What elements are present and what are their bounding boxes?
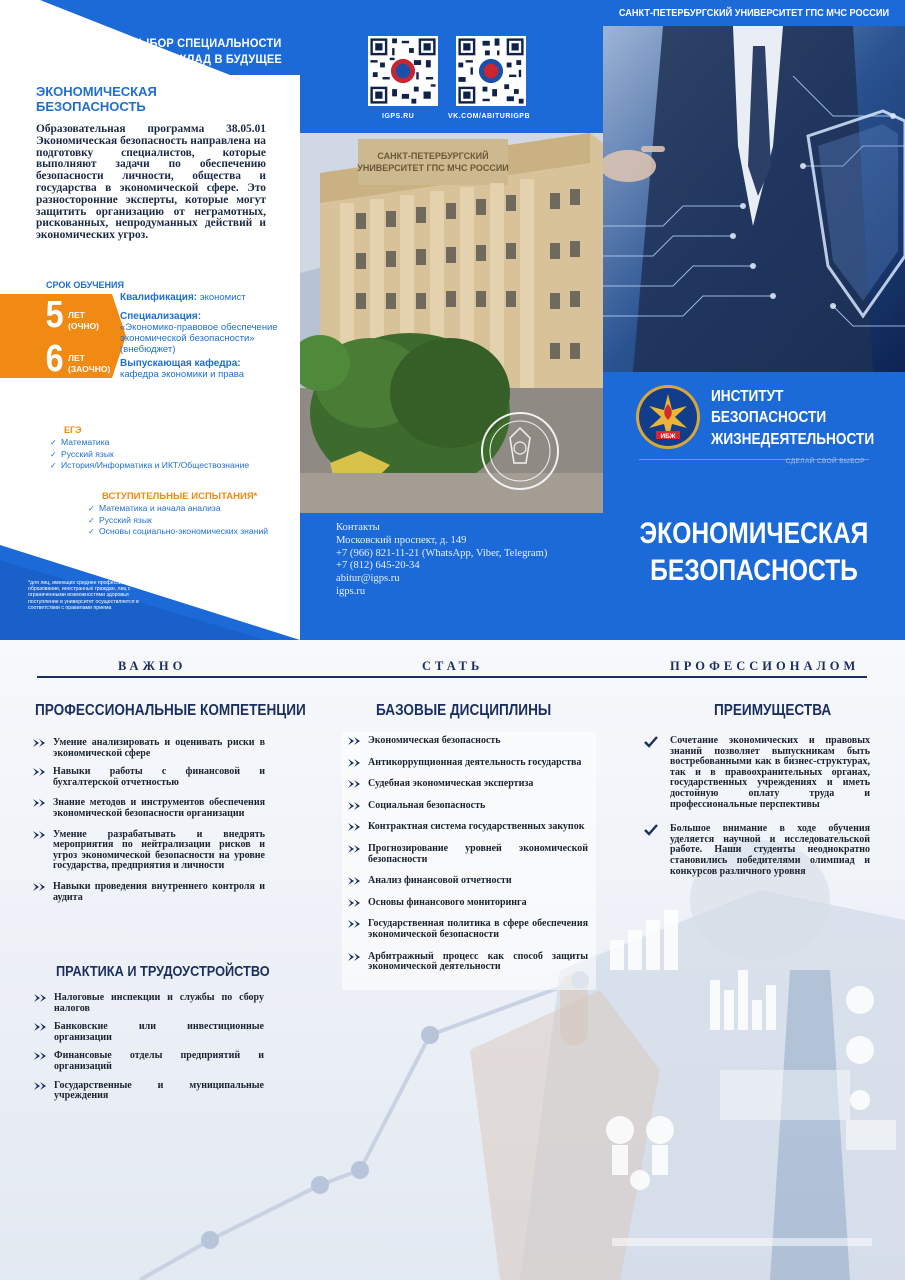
list-item: Государственные и муниципальные учреждения [34,1081,264,1102]
study-term-block [0,294,112,378]
tagline-1: ПРАВИЛЬНЫЙ ВЫБОР СПЕЦИАЛЬНОСТИ [45,36,282,50]
study-term-label: СРОК ОБУЧЕНИЯ [46,280,124,290]
list-item: Сочетание экономических и правовых знаний позволяет выпускникам быть востребованными как в бизнес-структурах, так и в правоохранительных органах, государственных учреждениях и иметь достойную оплату труда и профессиональные перспективы [644,736,870,810]
qr-vk-caption: VK.COM/ABITURIGPB [448,113,530,120]
check-icon: ✓ [50,449,57,459]
department-label: Выпускающая кафедра: [120,358,241,369]
cover-title-line-1: ЭКОНОМИЧЕСКАЯ [639,517,869,550]
motto-word-2: СТАТЬ [422,659,484,673]
department [120,358,295,380]
list-item: Умение разрабатывать и внедрять мероприятия по нейтрализации рисков и угроз экономической безопасности на уровне государства, предприятия и личности [33,830,265,872]
term-part-unit: ЛЕТ [68,353,85,363]
list-item: Прогнозирование уровней экономической безопасности [348,844,588,865]
double-chevron-icon [34,993,50,1003]
check-icon: ✓ [88,527,95,537]
list-item: Государственная политика в сфере обеспечения экономической безопасности [348,919,588,940]
contacts-title: Контакты [336,522,380,533]
list-item: Знание методов и инструментов обеспечения экономической безопасности организации [33,798,265,819]
contacts-phone-1[interactable]: +7 (966) 821-11-21 (WhatsApp, Viber, Telegram) [336,547,548,559]
practice-title: ПРАКТИКА И ТРУДОУСТРОЙСТВО [56,963,270,980]
footnote: *для лиц, имеющих среднее профессиональное образование, иностранных граждан, лиц с ограниченными возможностями здоровья поступление в университет осуществляется в соответствии с правилами приема [28,580,145,611]
list-item: Социальная безопасность [348,801,588,812]
svg-text:УНИВЕРСИТЕТ ГПС МЧС РОССИИ: УНИВЕРСИТЕТ ГПС МЧС РОССИИ [357,163,509,173]
list-item: ✓ Русский язык [50,448,114,459]
institute-line-1: ИНСТИТУТ [711,388,784,405]
qr-code-vk-icon[interactable] [456,36,526,106]
cyber-security-hero-image [603,26,905,372]
emblem-text: ИБЖ [660,433,676,440]
double-chevron-icon [348,736,364,746]
double-chevron-icon [33,767,49,777]
list-item: Контрактная система государственных закупок [348,822,588,833]
tagline-2: ТВОЙ ВКЛАД В БУДУЩЕЕ [136,52,282,66]
ege-list [50,437,249,472]
advantages-title: ПРЕИМУЩЕСТВА [714,702,832,719]
contacts-address: Московский проспект, д. 149 [336,534,467,546]
checkmark-icon [644,824,658,836]
motto-word-3: ПРОФЕССИОНАЛОМ [670,659,860,673]
double-chevron-icon [348,779,364,789]
qr-site-caption: IGPS.RU [382,113,415,120]
panel-contacts [300,0,603,640]
institute-line-2: БЕЗОПАСНОСТИ [711,409,827,426]
university-name: САНКТ-ПЕТЕРБУРГСКИЙ УНИВЕРСИТЕТ ГПС МЧС РОССИИ [618,8,890,19]
motto-underline [37,676,867,678]
list-item: Банковские или инвестиционные организации [34,1022,264,1043]
program-title: ЭКОНОМИЧЕСКАЯ БЕЗОПАСНОСТЬ [36,84,157,114]
double-chevron-icon [348,876,364,886]
double-chevron-icon [348,801,364,811]
disciplines-title: БАЗОВЫЕ ДИСЦИПЛИНЫ [376,702,552,719]
term-part-number: 6 [45,338,64,380]
contacts-email[interactable]: abitur@igps.ru [336,573,400,585]
check-icon: ✓ [88,515,95,525]
double-chevron-icon [348,844,364,854]
list-item: Большое внимание в ходе обучения уделяется научной и исследовательской работе. Наши студенты неоднократно становились победителями олимпиад и конкурсов различного уровня [644,824,870,877]
panel-program-info [0,0,300,640]
double-chevron-icon [34,1022,50,1032]
checkmark-icon [644,736,658,748]
list-item: Судебная экономическая экспертиза [348,779,588,790]
brochure-inside [0,640,905,1280]
list-item: ✓ История/Информатика и ИКТ/Обществознание [50,460,250,471]
svg-text:САНКТ-ПЕТЕРБУРГСКИЙ: САНКТ-ПЕТЕРБУРГСКИЙ [377,151,489,161]
qualification-label: Квалификация: [120,292,198,303]
specialization-label: Специализация: [120,311,202,322]
motto-word-1: ВАЖНО [118,659,187,673]
institute-slogan: СДЕЛАЙ СВОЙ ВЫБОР [785,458,865,465]
list-item: Умение анализировать и оценивать риски в экономической сфере [33,738,265,759]
list-item: ✓ Основы социально-экономических знаний [88,526,269,537]
list-item: ✓ Русский язык [88,514,152,525]
specialization [120,311,295,355]
list-item: Налоговые инспекции и службы по сбору налогов [34,993,264,1014]
term-full-unit: ЛЕТ [68,310,85,320]
list-item: Финансовые отделы предприятий и организаций [34,1051,264,1072]
cover-title-line-2: БЕЗОПАСНОСТЬ [650,554,858,587]
department-value: кафедра экономики и права [120,369,245,380]
contacts-site[interactable]: igps.ru [336,585,366,597]
institute-emblem-icon [635,384,701,450]
term-part-form: (ЗАОЧНО) [68,364,111,374]
list-item: Навыки работы с финансовой и бухгалтерской отчетностью [33,767,265,788]
term-full-number: 5 [45,294,64,336]
exams-list [88,503,268,538]
list-item: ✓ Математика [50,437,110,447]
double-chevron-icon [348,822,364,832]
double-chevron-icon [33,738,49,748]
check-icon: ✓ [50,461,57,471]
check-icon: ✓ [50,438,57,447]
list-item: Основы финансового мониторинга [348,898,588,909]
term-full-form: (ОЧНО) [68,321,99,331]
check-icon: ✓ [88,504,95,513]
competences-list [33,738,265,903]
double-chevron-icon [33,830,49,840]
double-chevron-icon [34,1051,50,1061]
advantages-list [644,736,870,877]
list-item: Анализ финансовой отчетности [348,876,588,887]
university-building-photo [300,133,603,513]
exams-title: ВСТУПИТЕЛЬНЫЕ ИСПЫТАНИЯ* [102,491,258,502]
double-chevron-icon [348,758,364,768]
list-item: Арбитражный процесс как способ защиты экономической деятельности [348,952,588,973]
competences-title: ПРОФЕССИОНАЛЬНЫЕ КОМПЕТЕНЦИИ [35,702,306,719]
institute-line-3: ЖИЗНЕДЕЯТЕЛЬНОСТИ [711,431,875,448]
ege-title: ЕГЭ [64,425,82,435]
contacts-phone-2[interactable]: +7 (812) 645-20-34 [336,560,420,572]
list-item: ✓ Математика и начала анализа [88,503,221,513]
program-description: Образовательная программа 38.05.01 Экономическая безопасность направлена на подготовку специалистов, которые выполняют задачи по обеспечению безопасности личности, общества и государства в экономической сфере. Это разносторонние эксперты, которые могут защитить организацию от неграмотных, рискованных, непродуманных действий и экономических угроз. [36,123,266,242]
double-chevron-icon [33,798,49,808]
list-item: Экономическая безопасность [348,736,588,747]
qualification-value: экономист [199,292,246,303]
contacts-block [336,522,598,599]
list-item: Антикоррупционная деятельность государства [348,758,588,769]
double-chevron-icon [348,919,364,929]
double-chevron-icon [348,898,364,908]
specialization-value: «Экономико-правовое обеспечение экономической безопасности» (внебюджет) [120,322,278,355]
double-chevron-icon [33,882,49,892]
list-item: Навыки проведения внутреннего контроля и аудита [33,882,265,903]
qualification [120,292,295,303]
panel-cover [603,0,905,640]
double-chevron-icon [348,952,364,962]
qr-code-site-icon[interactable] [368,36,438,106]
double-chevron-icon [34,1081,50,1091]
disciplines-list [348,736,588,973]
practice-list [34,993,264,1102]
